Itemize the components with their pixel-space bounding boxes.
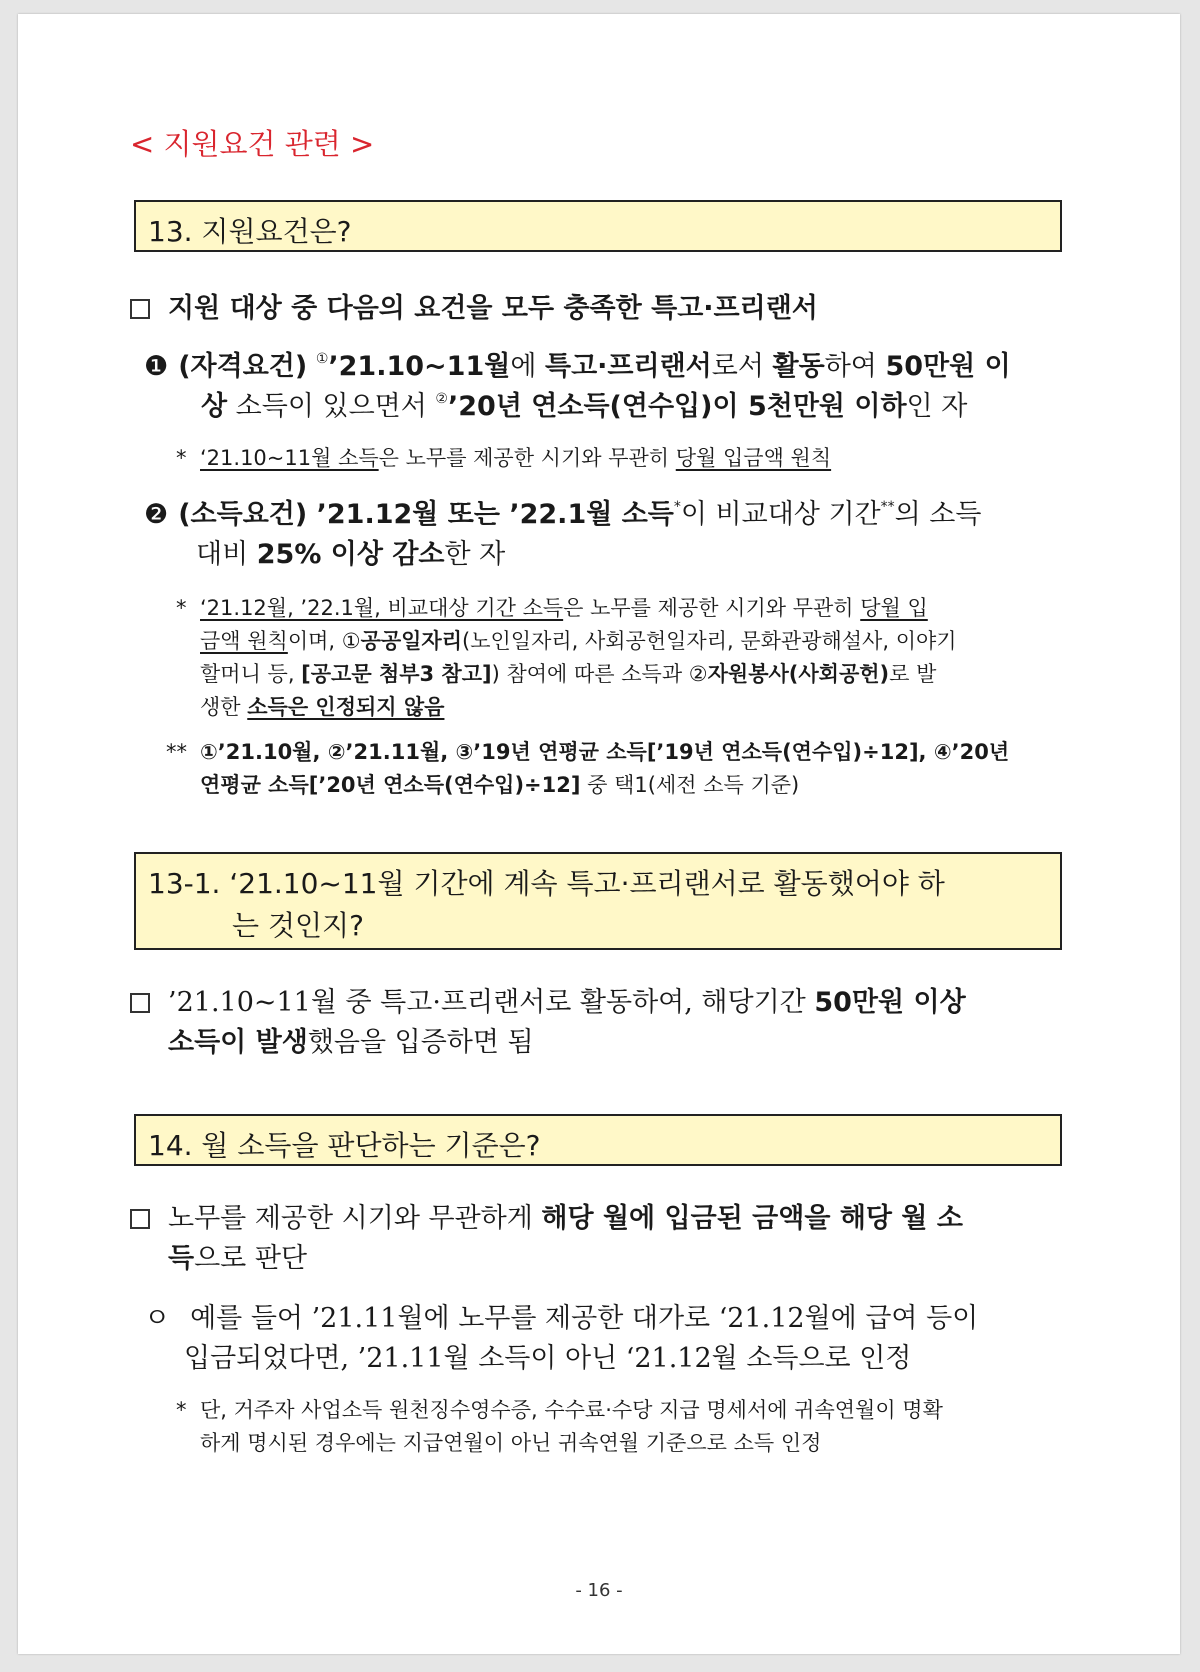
answer-13-1-line2: 소득이 발생했음을 입증하면 됨 (168, 1027, 534, 1058)
question-box-13 (134, 200, 1062, 252)
filled-circle-1-icon: ❶ (144, 351, 169, 382)
criterion-1-line1: ❶ (자격요건) ①’21.10~11월에 특고·프리랜서로서 활동하여 50만원 이 (144, 351, 1011, 382)
criterion-2-note1-line3: 할머니 등, [공고문 첨부3 참고]) 참여에 따른 소득과 ②자원봉사(사회공헌)로 발 (200, 662, 937, 686)
answer-intro-line: 지원 대상 중 다음의 요건을 모두 충족한 특고·프리랜서 (130, 286, 818, 325)
checkbox-square-icon (130, 299, 150, 319)
filled-circle-2-icon: ❷ (144, 499, 169, 530)
criterion-1-line2: 상 소득이 있으면서 ②’20년 연소득(연수입)이 5천만원 이하인 자 (201, 391, 968, 422)
answer-13-1-line1: ’21.10~11월 중 특고·프리랜서로 활동하여, 해당기간 50만원 이상 (130, 980, 966, 1019)
question-title: 14. 월 소득을 판단하는 기준은? (148, 1129, 541, 1162)
criterion-2-note2-line1: ** ①’21.10월, ②’21.11월, ③’19년 연평균 소득[’19년 연소득(연수입)÷12], ④’20년 (166, 740, 1010, 764)
answer-14-line2: 득으로 판단 (168, 1243, 308, 1274)
question-title-line2: 는 것인지? (232, 909, 364, 942)
example-line2: 입금되었다면, ’21.11월 소득이 아닌 ‘21.12월 소득으로 인정 (184, 1343, 912, 1374)
criterion-2-note2-line2: 연평균 소득[’20년 연소득(연수입)÷12] 중 택1(세전 소득 기준) (200, 773, 800, 797)
criterion-2-line1: ❷ (소득요건) ’21.12월 또는 ’22.1월 소득*이 비교대상 기간**의 소득 (144, 499, 982, 530)
section-title: < 지원요건 관련 > (130, 127, 375, 161)
criterion-2-line2: 대비 25% 이상 감소한 자 (196, 539, 506, 570)
example-line1: ㅇ 예를 들어 ’21.11월에 노무를 제공한 대가로 ‘21.12월에 급여 등이 (144, 1303, 979, 1334)
page-number: - 16 - (575, 1580, 623, 1601)
example-note-line2: 하게 명시된 경우에는 지급연월이 아닌 귀속연월 기준으로 소득 인정 (200, 1431, 822, 1455)
criterion-2-note1-line4: 생한 소득은 인정되지 않음 (200, 695, 445, 719)
criterion-1-note: * ‘21.10~11월 소득은 노무를 제공한 시기와 무관히 당월 입금액 원칙 (176, 446, 832, 470)
bullet-circle-icon: ㅇ (144, 1303, 171, 1334)
question-box-13-1 (134, 852, 1062, 950)
example-note-line1: * 단, 거주자 사업소득 원천징수영수증, 수수료·수당 지급 명세서에 귀속연월이 명확 (176, 1398, 943, 1422)
question-box-14 (134, 1114, 1062, 1166)
criterion-2-note1-line2: 금액 원칙이며, ①공공일자리(노인일자리, 사회공헌일자리, 문화관광해설사, 이야기 (200, 629, 957, 653)
document-page (18, 14, 1180, 1654)
checkbox-square-icon (130, 1209, 150, 1229)
answer-14-line1: 노무를 제공한 시기와 무관하게 해당 월에 입금된 금액을 해당 월 소 (130, 1196, 963, 1235)
checkbox-square-icon (130, 993, 150, 1013)
question-title-line1: 13-1. ‘21.10~11월 기간에 계속 특고·프리랜서로 활동했어야 하 (148, 867, 945, 900)
question-title: 13. 지원요건은? (148, 215, 352, 248)
criterion-2-note1-line1: * ‘21.12월, ’22.1월, 비교대상 기간 소득은 노무를 제공한 시기와 무관히 당월 입 (176, 596, 928, 620)
